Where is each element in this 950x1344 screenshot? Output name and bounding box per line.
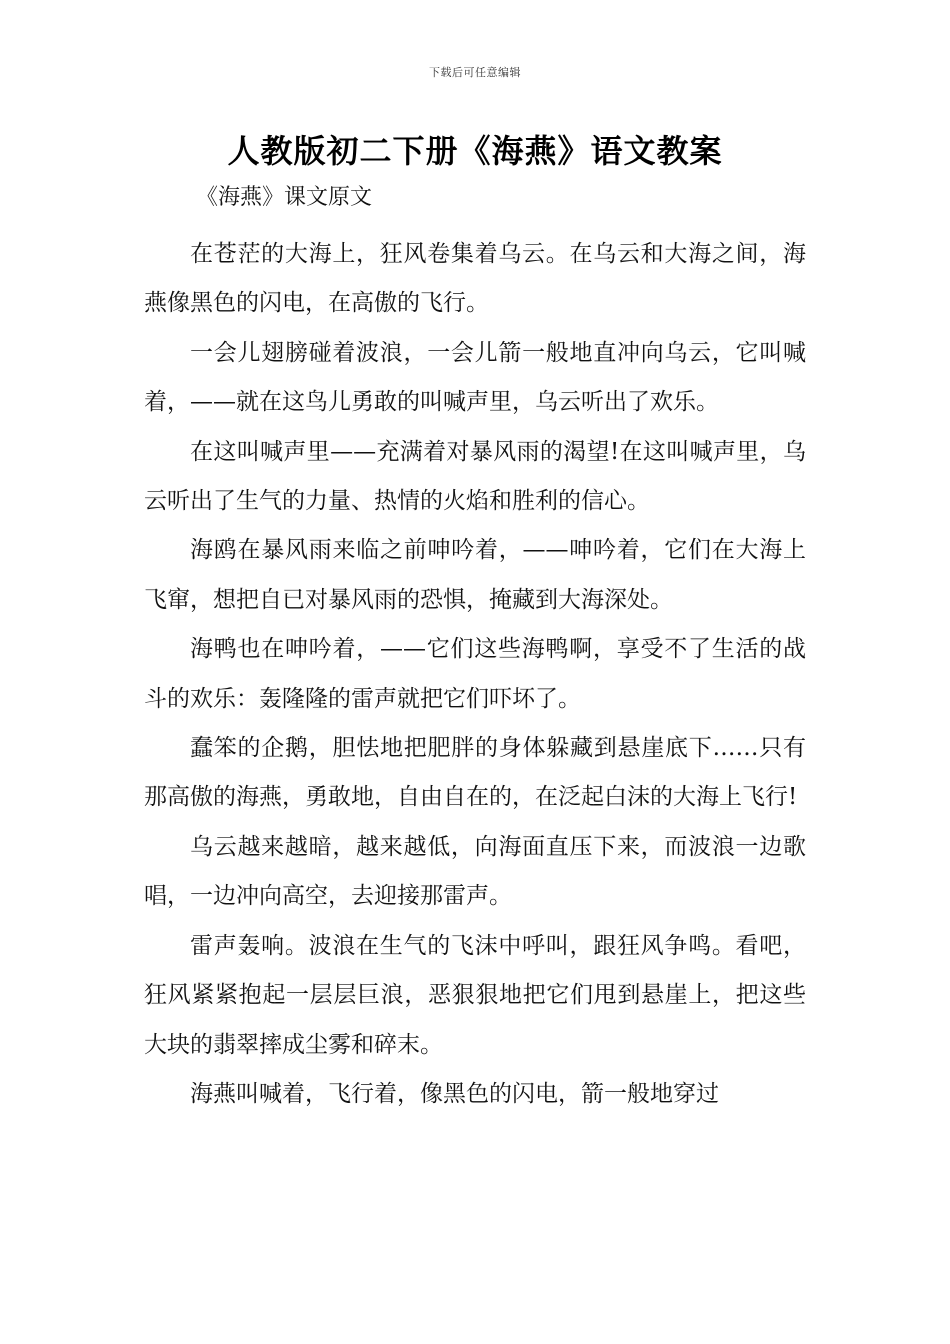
paragraph: 雷声轰响。波浪在生气的飞沫中呼叫，跟狂风争鸣。看吧，狂风紧紧抱起一层层巨浪，恶狠狠地把它们甩到悬崖上，把这些大块的翡翠摔成尘雾和碎末。 [144,932,806,1058]
article-body [144,230,806,1119]
paragraph: 在这叫喊声里——充满着对暴风雨的渴望!在这叫喊声里，乌云听出了生气的力量、热情的火焰和胜利的信心。 [144,438,806,515]
paragraph: 乌云越来越暗，越来越低，向海面直压下来，而波浪一边歌唱，一边冲向高空，去迎接那雷声。 [144,833,806,910]
paragraph: 海鸥在暴风雨来临之前呻吟着，——呻吟着，它们在大海上飞窜，想把自已对暴风雨的恐惧，掩藏到大海深处。 [144,537,806,613]
paragraph: 海鸭也在呻吟着，——它们这些海鸭啊，享受不了生活的战斗的欢乐：轰隆隆的雷声就把它们吓坏了。 [144,636,806,712]
paragraph: 海燕叫喊着，飞行着，像黑色的闪电，箭一般地穿过 [190,1080,719,1107]
section-subtitle: 《海燕》课文原文 [196,185,373,210]
paragraph: 在苍茫的大海上，狂风卷集着乌云。在乌云和大海之间，海燕像黑色的闪电，在高傲的飞行。 [144,241,806,317]
paragraph: 一会儿翅膀碰着波浪，一会儿箭一般地直冲向乌云，它叫喊着，——就在这鸟儿勇敢的叫喊声里，乌云听出了欢乐。 [144,339,806,416]
header-note: 下载后可任意编辑 [429,66,521,79]
document-title: 人教版初二下册《海燕》语文教案 [227,132,723,170]
paragraph: 蠢笨的企鹅，胆怯地把肥胖的身体躲藏到悬崖底下……只有那高傲的海燕，勇敢地，自由自在的，在泛起白沫的大海上飞行! [144,735,806,811]
